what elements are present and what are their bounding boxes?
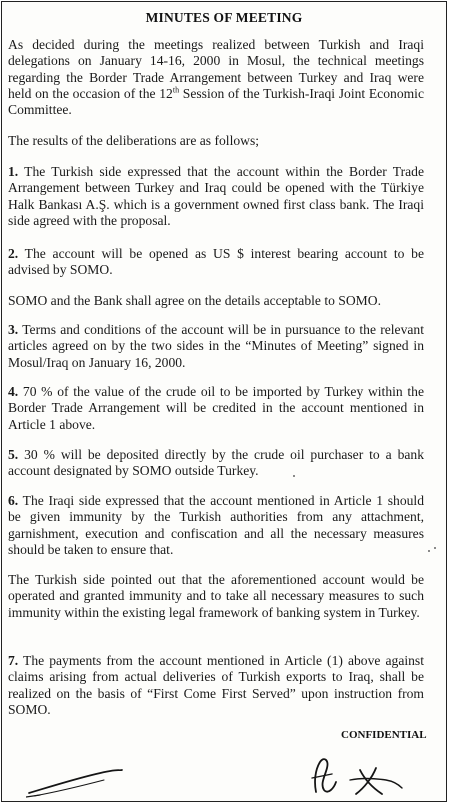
article-text: The Turkish side expressed that the account within the Border Trade Arrangement between Turkey and Iraq could be opened with the Türkiye Halk Bankası A.Ş. which is a government owned first class bank. The Iraqi side agreed with the proposal. bbox=[8, 164, 424, 228]
article-text: 70 % of the value of the crude oil to be imported by Turkey within the Border Trade Arrangement will be credited in the account mentioned in Article 1 above. bbox=[8, 384, 424, 432]
article-number: 7. bbox=[8, 653, 19, 668]
signature-left bbox=[26, 766, 126, 800]
article-number: 5. bbox=[8, 447, 19, 462]
article-number: 2. bbox=[8, 246, 19, 261]
article-text: The Turkish side pointed out that the aforementioned account would be operated and granted immunity and to take all necessary measures to such immunity within the existing legal framework of banking system in Turkey. bbox=[8, 572, 424, 620]
article-2-note bbox=[8, 293, 424, 309]
article-number: 3. bbox=[8, 322, 19, 337]
document-title: MINUTES OF MEETING bbox=[145, 10, 303, 25]
article-number: 4. bbox=[8, 384, 19, 399]
article-text: The Iraqi side expressed that the account mentioned in Article 1 should be given immunity by the Turkish authorities from any attachment, garnishment, execution and confiscation and all the necessary measures should be taken to ensure that. bbox=[8, 493, 424, 557]
article-text: Terms and conditions of the account will be in pursuance to the relevant articles agreed on by the two sides in the “Minutes of Meeting” signed in Mosul/Iraq on January 16, 2000. bbox=[8, 322, 424, 370]
scan-speck bbox=[428, 550, 430, 552]
article-1 bbox=[8, 164, 424, 229]
intro-paragraph bbox=[8, 37, 424, 118]
article-6 bbox=[8, 493, 424, 558]
intro-text-before: As decided during the meetings realized between Turkish and Iraqi delegations on January 14-16, 2000 in Mosul, the technical meetings regarding the Border Trade Arrangement between Turkey and Iraq were held on the occasion of the 12 bbox=[8, 37, 424, 101]
article-4 bbox=[8, 384, 424, 433]
article-text: The account will be opened as US $ interest bearing account to be advised by SOMO. bbox=[8, 246, 424, 278]
article-text: The payments from the account mentioned in Article (1) above against claims arising from actual deliveries of Turkish exports to Iraq, shall be realized on the basis of “First Come First Served” upon instruction from SOMO. bbox=[8, 653, 424, 717]
article-text: SOMO and the Bank shall agree on the details acceptable to SOMO. bbox=[8, 293, 381, 308]
intro-superscript: th bbox=[172, 85, 180, 95]
article-number: 1. bbox=[8, 164, 19, 179]
confidential-stamp: CONFIDENTIAL bbox=[341, 729, 427, 741]
article-number: 6. bbox=[8, 493, 19, 508]
signature-right bbox=[302, 754, 412, 800]
document-page bbox=[1, 1, 447, 802]
article-7 bbox=[8, 653, 424, 718]
scan-speck bbox=[293, 475, 295, 477]
scan-speck bbox=[434, 547, 436, 549]
results-heading: The results of the deliberations are as follows; bbox=[8, 133, 260, 148]
article-5 bbox=[8, 447, 424, 480]
article-3 bbox=[8, 322, 424, 371]
intro-text-after: Session of the Turkish-Iraqi Joint Economic Committee. bbox=[8, 85, 424, 118]
article-2 bbox=[8, 246, 424, 279]
article-6-response bbox=[8, 572, 424, 621]
article-text: 30 % will be deposited directly by the crude oil purchaser to a bank account designated by SOMO outside Turkey. bbox=[8, 447, 424, 479]
